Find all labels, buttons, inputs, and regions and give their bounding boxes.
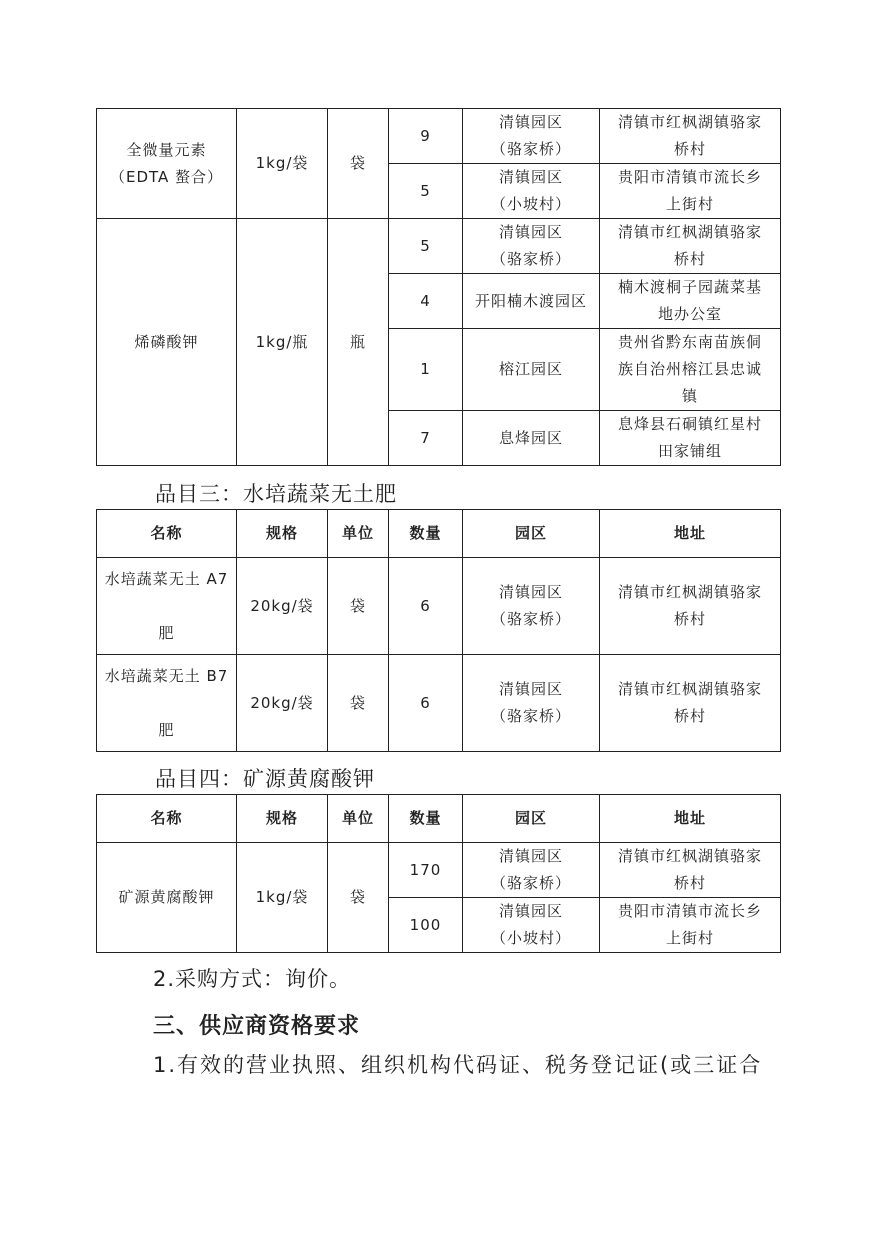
header-park: 园区 bbox=[463, 510, 600, 558]
cell-qty: 5 bbox=[389, 164, 463, 219]
humic-acid-table bbox=[96, 794, 781, 953]
cell-unit: 袋 bbox=[328, 109, 389, 219]
cell-park: 开阳楠木渡园区 bbox=[463, 274, 600, 329]
requirement-item-1: 1.有效的营业执照、组织机构代码证、税务登记证(或三证合 bbox=[153, 1053, 763, 1077]
cell-unit: 袋 bbox=[328, 558, 389, 655]
cell-park: 息烽园区 bbox=[463, 411, 600, 466]
cell-park: 榕江园区 bbox=[463, 329, 600, 411]
header-address: 地址 bbox=[600, 795, 781, 843]
header-park: 园区 bbox=[463, 795, 600, 843]
cell-park: 清镇园区 （骆家桥） bbox=[463, 558, 600, 655]
products-table-continued bbox=[96, 108, 781, 466]
cell-unit: 瓶 bbox=[328, 219, 389, 466]
cell-name: 全微量元素 （EDTA 螯合） bbox=[97, 109, 237, 219]
cell-park: 清镇园区 （小坡村） bbox=[463, 164, 600, 219]
header-name: 名称 bbox=[97, 795, 237, 843]
cell-address: 清镇市红枫湖镇骆家 桥村 bbox=[600, 655, 781, 752]
purchase-method: 2.采购方式：询价。 bbox=[153, 967, 352, 991]
cell-address: 清镇市红枫湖镇骆家 桥村 bbox=[600, 109, 781, 164]
section-heading-supplier-qualifications: 三、供应商资格要求 bbox=[153, 1014, 361, 1039]
cell-address: 贵州省黔东南苗族侗 族自治州榕江县忠诚 镇 bbox=[600, 329, 781, 411]
cell-park: 清镇园区 （骆家桥） bbox=[463, 219, 600, 274]
cell-qty: 9 bbox=[389, 109, 463, 164]
cell-name: 水培蔬菜无土 B7 肥 bbox=[97, 655, 237, 752]
cell-qty: 5 bbox=[389, 219, 463, 274]
cell-name: 矿源黄腐酸钾 bbox=[97, 843, 237, 953]
cell-qty: 100 bbox=[389, 898, 463, 953]
cell-qty: 7 bbox=[389, 411, 463, 466]
cell-spec: 20kg/袋 bbox=[237, 655, 328, 752]
cell-address: 清镇市红枫湖镇骆家 桥村 bbox=[600, 843, 781, 898]
cell-unit: 袋 bbox=[328, 843, 389, 953]
section-4-title: 品目四：矿源黄腐酸钾 bbox=[155, 767, 375, 791]
cell-park: 清镇园区 （小坡村） bbox=[463, 898, 600, 953]
cell-qty: 6 bbox=[389, 655, 463, 752]
cell-unit: 袋 bbox=[328, 655, 389, 752]
cell-address: 贵阳市清镇市流长乡 上街村 bbox=[600, 164, 781, 219]
header-qty: 数量 bbox=[389, 510, 463, 558]
cell-qty: 6 bbox=[389, 558, 463, 655]
cell-spec: 1kg/袋 bbox=[237, 109, 328, 219]
header-address: 地址 bbox=[600, 510, 781, 558]
header-spec: 规格 bbox=[237, 510, 328, 558]
header-unit: 单位 bbox=[328, 510, 389, 558]
cell-qty: 1 bbox=[389, 329, 463, 411]
section-3-title: 品目三：水培蔬菜无土肥 bbox=[155, 482, 397, 506]
header-name: 名称 bbox=[97, 510, 237, 558]
cell-address: 清镇市红枫湖镇骆家 桥村 bbox=[600, 219, 781, 274]
cell-park: 清镇园区 （骆家桥） bbox=[463, 655, 600, 752]
cell-qty: 4 bbox=[389, 274, 463, 329]
cell-park: 清镇园区 （骆家桥） bbox=[463, 109, 600, 164]
cell-qty: 170 bbox=[389, 843, 463, 898]
cell-name: 水培蔬菜无土 A7 肥 bbox=[97, 558, 237, 655]
cell-spec: 20kg/袋 bbox=[237, 558, 328, 655]
cell-name: 烯磷酸钾 bbox=[97, 219, 237, 466]
header-unit: 单位 bbox=[328, 795, 389, 843]
header-qty: 数量 bbox=[389, 795, 463, 843]
cell-spec: 1kg/袋 bbox=[237, 843, 328, 953]
hydroponic-fertilizer-table bbox=[96, 509, 781, 752]
cell-spec: 1kg/瓶 bbox=[237, 219, 328, 466]
cell-address: 贵阳市清镇市流长乡 上街村 bbox=[600, 898, 781, 953]
cell-address: 息烽县石硐镇红星村 田家铺组 bbox=[600, 411, 781, 466]
cell-address: 清镇市红枫湖镇骆家 桥村 bbox=[600, 558, 781, 655]
cell-park: 清镇园区 （骆家桥） bbox=[463, 843, 600, 898]
cell-address: 楠木渡桐子园蔬菜基 地办公室 bbox=[600, 274, 781, 329]
header-spec: 规格 bbox=[237, 795, 328, 843]
